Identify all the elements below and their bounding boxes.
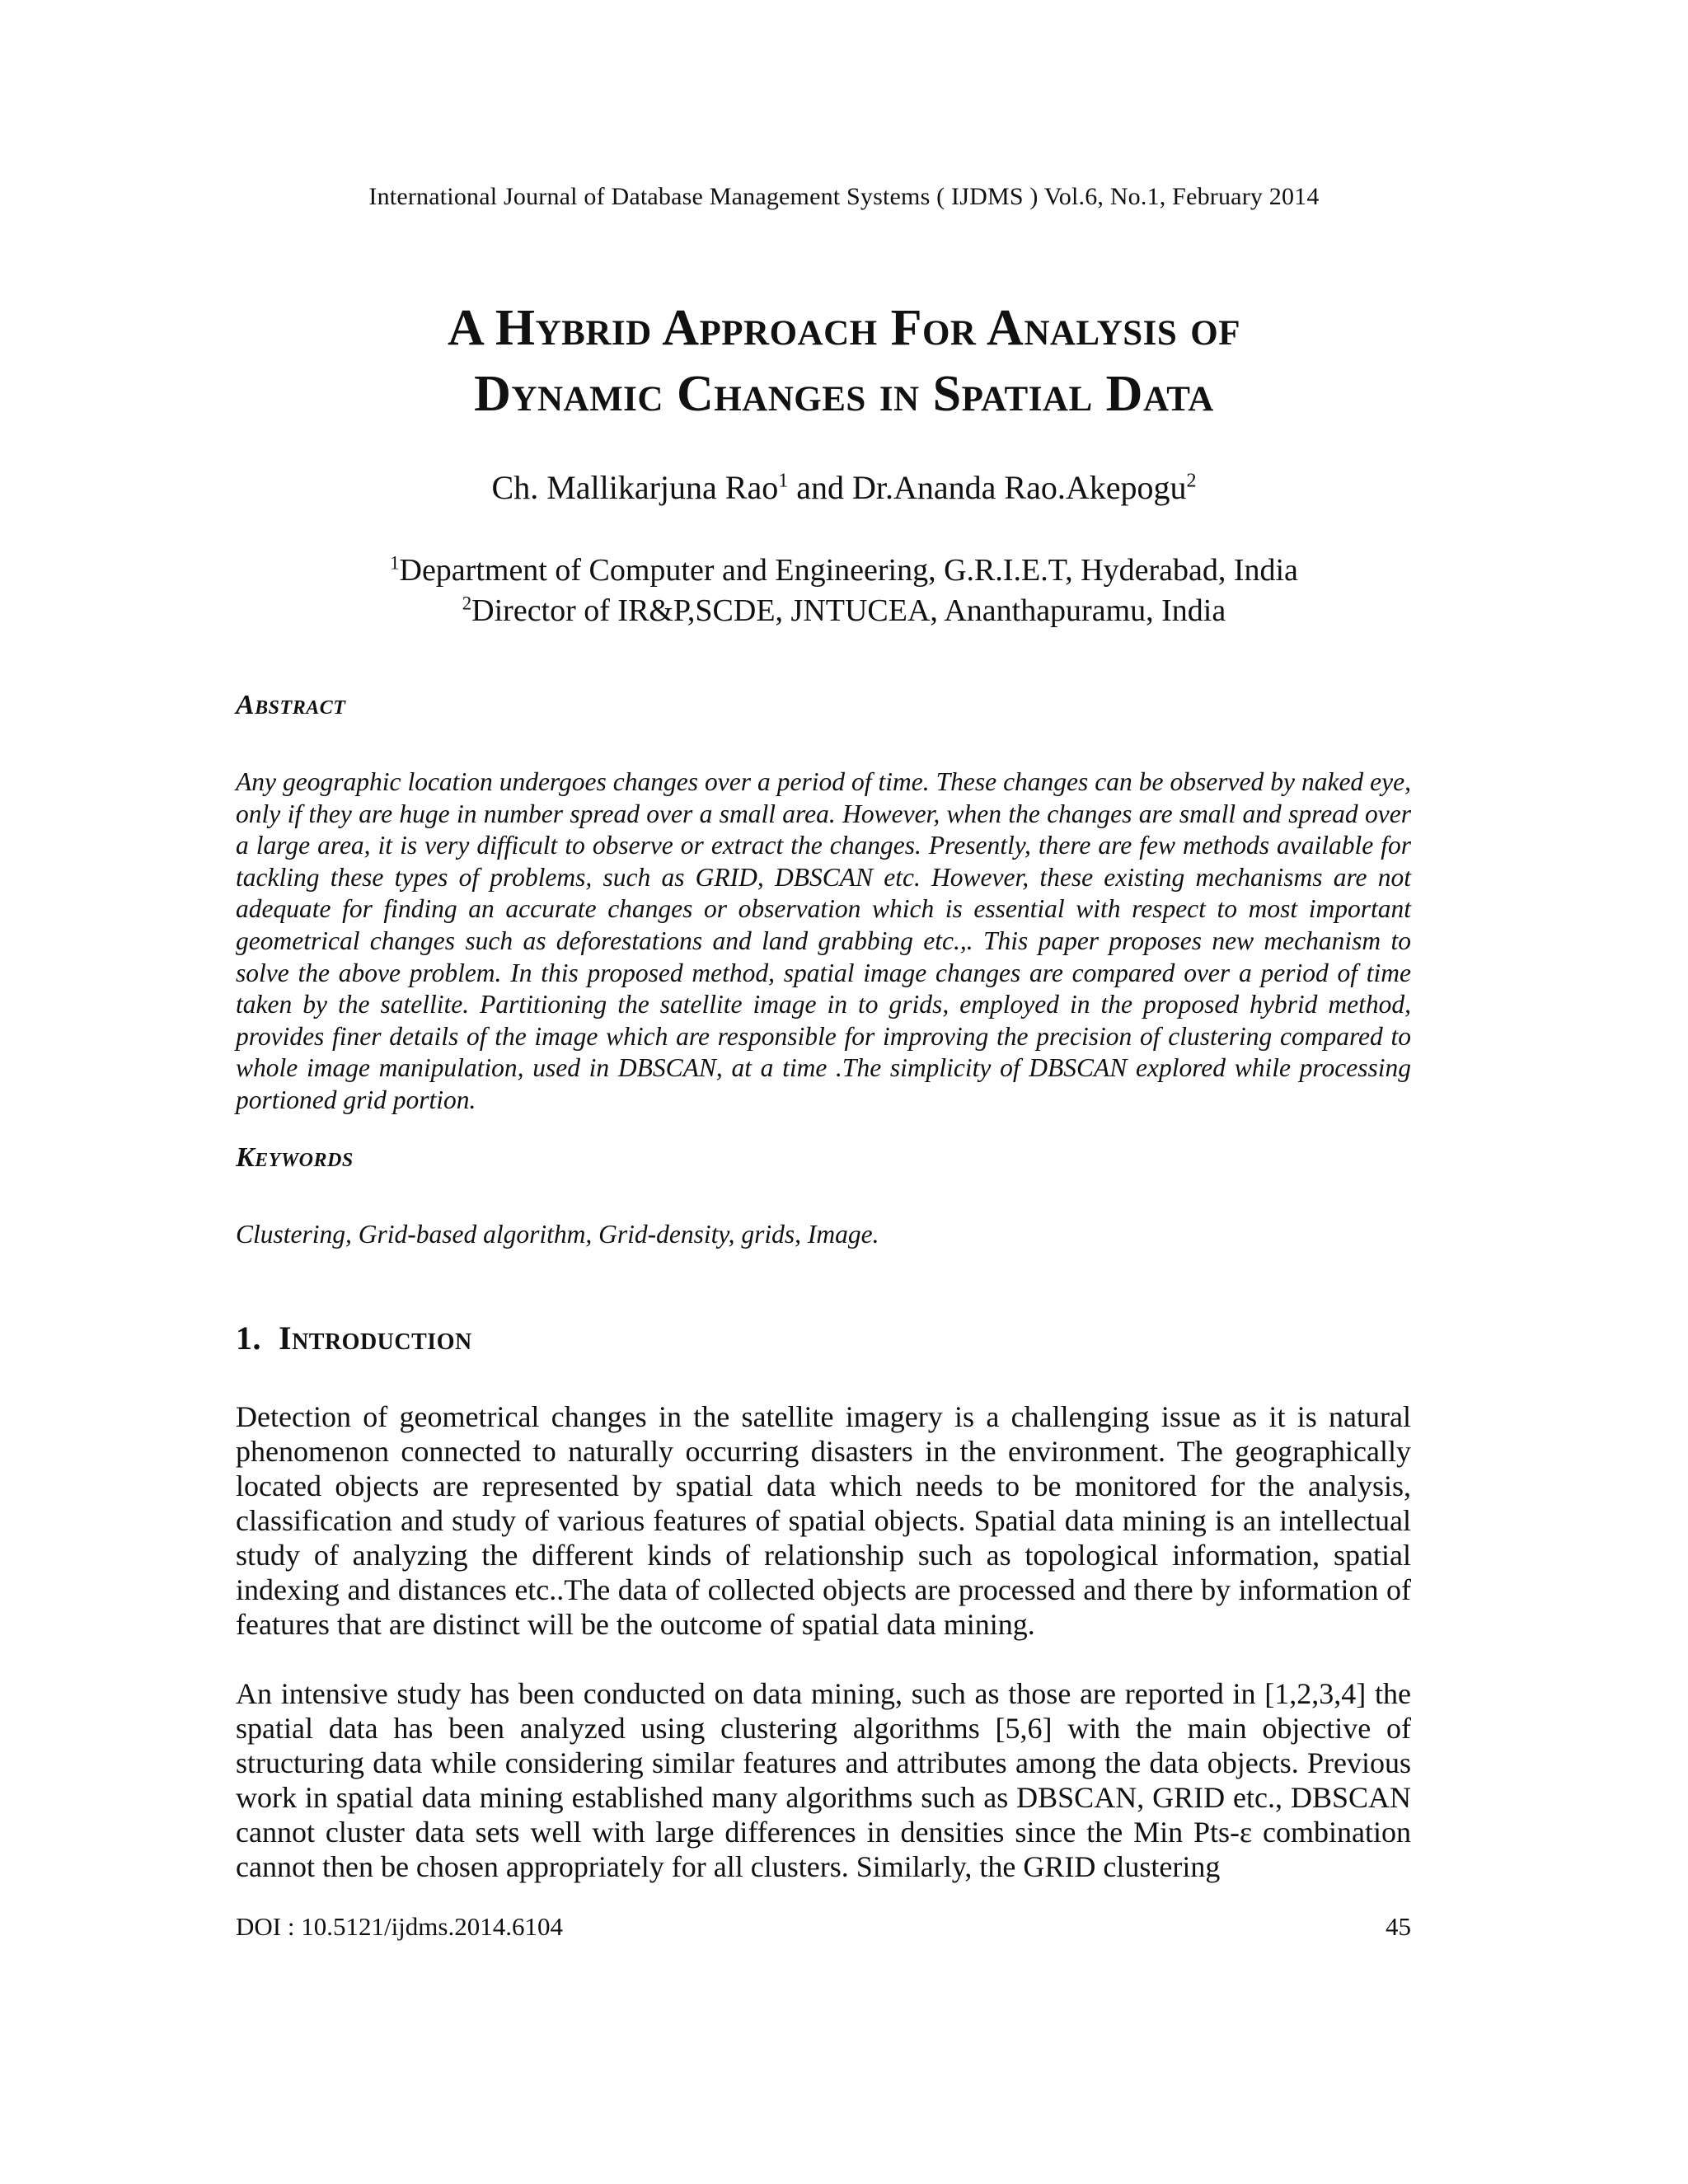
affiliation-1-mark: 1 [390, 552, 400, 574]
affiliation-2-text: Director of IR&P,SCDE, JNTUCEA, Ananthapuramu, India [471, 593, 1226, 628]
affiliation-2 [0, 591, 1688, 631]
author-2-name: Dr.Ananda Rao.Akepogu [852, 469, 1187, 506]
author-conjunction: and [788, 469, 852, 506]
author-2-affiliation-mark: 2 [1186, 470, 1197, 492]
journal-header: International Journal of Database Management Systems ( IJDMS ) Vol.6, No.1, February 2014 [368, 183, 1320, 210]
author-1-affiliation-mark: 1 [778, 470, 789, 492]
introduction-paragraph-1: Detection of geometrical changes in the satellite imagery is a challenging issue as it is natural phenomenon connected to naturally occurring disasters in the environment. The geographically located objects are represented by spatial data which needs to be monitored for the analysis, classification and study of various features of spatial objects. Spatial data mining is an intellectual study of analyzing the different kinds of relationship such as topological information, spatial indexing and distances etc..The data of collected objects are processed and there by information of features that are distinct will be the outcome of spatial data mining. [236, 1400, 1411, 1641]
affiliations [0, 551, 1688, 631]
affiliation-2-mark: 2 [462, 593, 472, 614]
footer-doi: DOI : 10.5121/ijdms.2014.6104 [236, 1912, 563, 1941]
author-1-name: Ch. Mallikarjuna Rao [491, 469, 779, 506]
abstract-heading: Abstract [236, 690, 346, 720]
affiliation-1 [0, 551, 1688, 591]
abstract-text: Any geographic location undergoes changes over a period of time. These changes can be observed by naked eye, only if they are huge in number spread over a small area. However, when the changes are small and spread over a large area, it is very difficult to observe or extract the changes. Presently, there are few methods available for tackling these types of problems, such as GRID, DBSCAN etc. However, these existing mechanisms are not adequate for finding an accurate changes or observation which is essential with respect to most important geometrical changes such as deforestations and land grabbing etc.,. This paper proposes new mechanism to solve the above problem. In this proposed method, spatial image changes are compared over a period of time taken by the satellite. Partitioning the satellite image in to grids, employed in the proposed hybrid method, provides finer details of the image which are responsible for improving the precision of clustering compared to whole image manipulation, used in DBSCAN, at a time .The simplicity of DBSCAN explored while processing portioned grid portion. [236, 767, 1411, 1114]
page-number: 45 [1386, 1912, 1411, 1941]
paper-title [0, 295, 1688, 427]
affiliation-1-text: Department of Computer and Engineering, G.R.I.E.T, Hyderabad, India [399, 553, 1298, 588]
introduction-paragraph-2: An intensive study has been conducted on data mining, such as those are reported in [1,2,3,4] the spatial data has been analyzed using clustering algorithms [5,6] with the main objective of structuring data while considering similar features and attributes among the data objects. Previous work in spatial data mining established many algorithms such as DBSCAN, GRID etc., DBSCAN cannot cluster data sets well with large differences in densities since the Min Pts-ε combination cannot then be chosen appropriately for all clusters. Similarly, the GRID clustering [236, 1677, 1411, 1883]
author-line [0, 468, 1688, 507]
keywords-text: Clustering, Grid-based algorithm, Grid-density, grids, Image. [236, 1220, 879, 1249]
keywords-heading: Keywords [236, 1142, 354, 1173]
introduction-heading: 1. Introduction [236, 1319, 472, 1357]
paper-title-line-2: Dynamic Changes in Spatial Data [474, 366, 1214, 422]
paper-title-line-1: A Hybrid Approach For Analysis of [448, 300, 1240, 356]
